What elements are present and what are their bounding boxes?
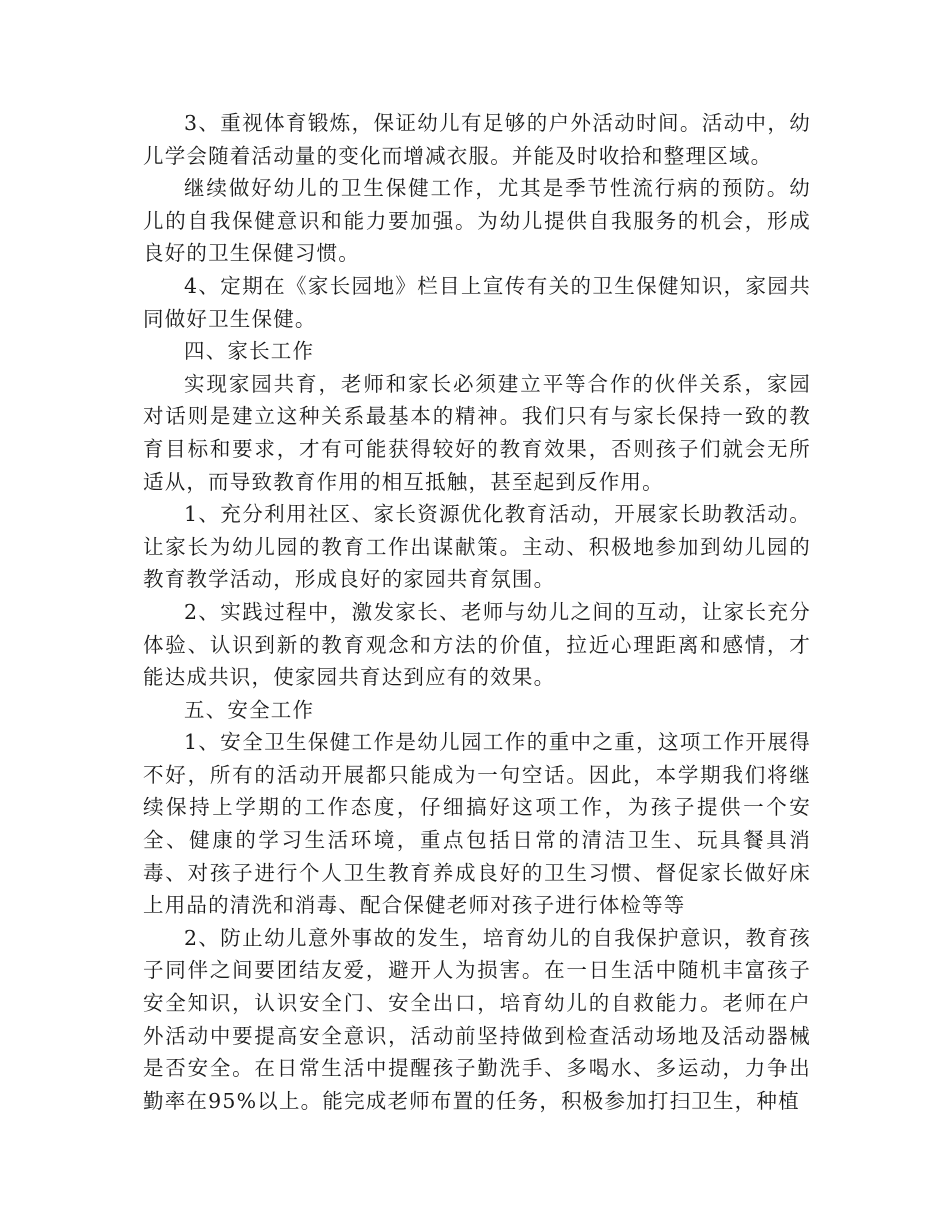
paragraph-safety-item-2: 2、防止幼儿意外事故的发生，培育幼儿的自我保护意识，教育孩子同伴之间要团结友爱，避开人为损害。在一日生活中随机丰富孩子安全知识，认识安全门、安全出口，培育幼儿的自救能力。老师在户外活动中要提高安全意识，活动前坚持做到检查活动场地及活动器械是否安全。在日常生活中提醒孩子勤洗手、多喝水、多运动，力争出勤率在95%以上。能完成老师布置的任务，积极参加打扫卫生，种植 xyxy=(143,925,811,1113)
paragraph-item-4: 4、定期在《家长园地》栏目上宣传有关的卫生保健知识，家园共同做好卫生保健。 xyxy=(143,273,811,331)
paragraph-safety-item-1: 1、安全卫生保健工作是幼儿园工作的重中之重，这项工作开展得不好，所有的活动开展都只能成为一句空话。因此，本学期我们将继续保持上学期的工作态度，仔细搞好这项工作，为孩子提供一个安全、健康的学习生活环境，重点包括日常的清洁卫生、玩具餐具消毒、对孩子进行个人卫生教育养成良好的卫生习惯、督促家长做好床上用品的清洗和消毒、配合保健老师对孩子进行体检等等 xyxy=(143,730,811,918)
document-body xyxy=(143,107,811,1117)
paragraph-home-school: 实现家园共育，老师和家长必须建立平等合作的伙伴关系，家园对话则是建立这种关系最基本的精神。我们只有与家长保持一致的教育目标和要求，才有可能获得较好的教育效果，否则孩子们就会无所适从，而导致教育作用的相互抵触，甚至起到反作用。 xyxy=(143,371,811,494)
paragraph-health-care: 继续做好幼儿的卫生保健工作，尤其是季节性流行病的预防。幼儿的自我保健意识和能力要加强。为幼儿提供自我服务的机会，形成良好的卫生保健习惯。 xyxy=(143,176,811,266)
paragraph-item-3: 3、重视体育锻炼，保证幼儿有足够的户外活动时间。活动中，幼儿学会随着活动量的变化而增减衣服。并能及时收拾和整理区域。 xyxy=(143,111,811,168)
paragraph-parent-item-2: 2、实践过程中，激发家长、老师与幼儿之间的互动，让家长充分体验、认识到新的教育观念和方法的价值，拉近心理距离和感情，才能达成共识，使家园共育达到应有的效果。 xyxy=(143,599,811,690)
section-heading-parent-work: 四、家长工作 xyxy=(184,339,315,364)
paragraph-parent-item-1: 1、充分利用社区、家长资源优化教育活动，开展家长助教活动。让家长为幼儿园的教育工作出谋献策。主动、积极地参加到幼儿园的教育教学活动，形成良好的家园共育氛围。 xyxy=(143,502,811,592)
section-heading-safety-work: 五、安全工作 xyxy=(184,697,315,722)
